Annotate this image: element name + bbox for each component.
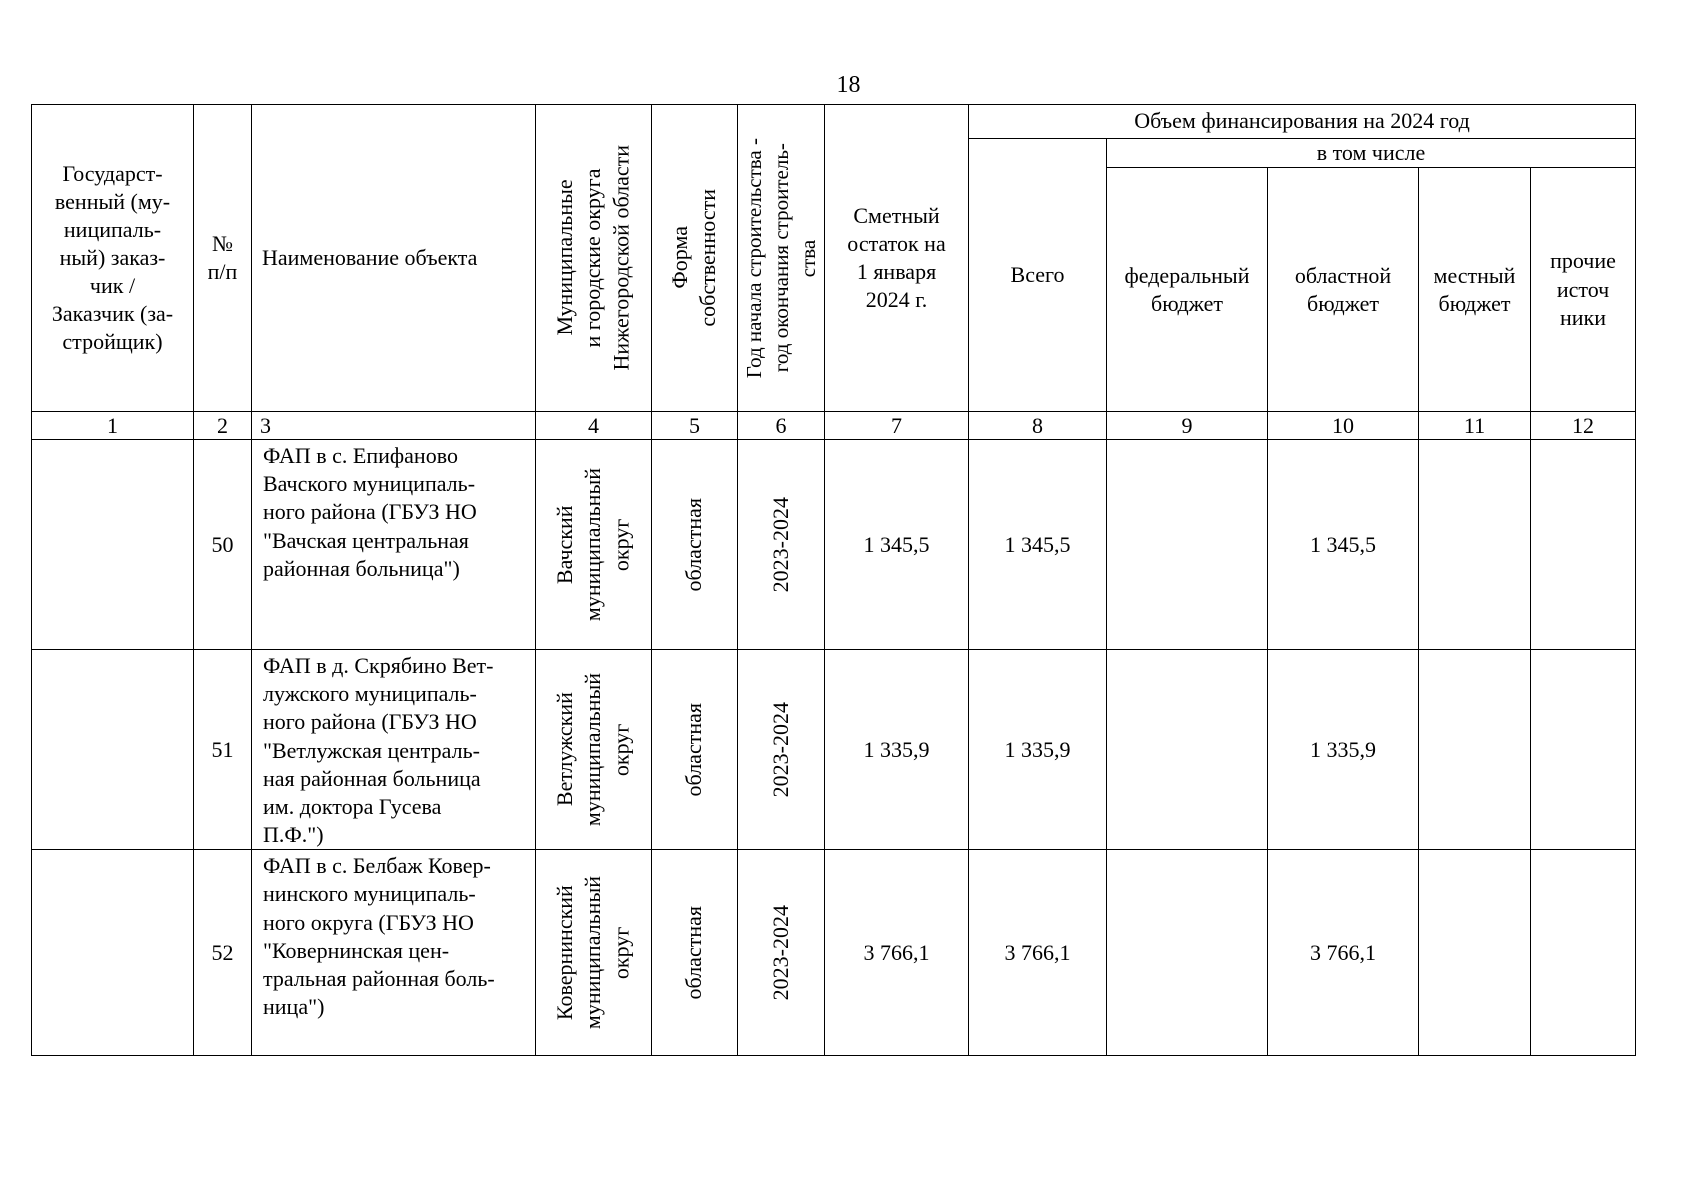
column-number: 9 xyxy=(1107,412,1268,440)
column-number: 5 xyxy=(652,412,738,440)
column-number: 6 xyxy=(738,412,825,440)
column-number: 8 xyxy=(969,412,1107,440)
header-municipality: Муниципальные и городские округа Нижегородской области xyxy=(536,105,652,412)
financing-table xyxy=(31,104,1636,1056)
header-number: № п/п xyxy=(194,105,252,412)
row-regional: 1 335,9 xyxy=(1268,650,1419,850)
row-ownership: областная xyxy=(652,650,738,850)
row-ownership: областная xyxy=(652,440,738,650)
header-federal: федеральный бюджет xyxy=(1107,168,1268,412)
column-number: 1 xyxy=(32,412,194,440)
header-financing: Объем финансирования на 2024 год xyxy=(969,105,1636,139)
row-federal xyxy=(1107,440,1268,650)
header-row-top xyxy=(32,105,1636,139)
row-total: 1 345,5 xyxy=(969,440,1107,650)
row-other xyxy=(1531,650,1636,850)
row-number: 52 xyxy=(194,850,252,1056)
row-object-name: ФАП в с. Епифаново Вачского муниципаль- ного района (ГБУЗ НО "Вачская центральная районная больница") xyxy=(252,440,536,650)
row-total: 1 335,9 xyxy=(969,650,1107,850)
row-other xyxy=(1531,440,1636,650)
row-customer xyxy=(32,850,194,1056)
header-local: местный бюджет xyxy=(1419,168,1531,412)
row-customer xyxy=(32,440,194,650)
header-years: Год начала строительства - год окончания строитель- ства xyxy=(738,105,825,412)
row-regional: 3 766,1 xyxy=(1268,850,1419,1056)
page-number: 18 xyxy=(836,72,861,98)
row-estimate: 1 345,5 xyxy=(825,440,969,650)
column-number: 12 xyxy=(1531,412,1636,440)
row-federal xyxy=(1107,850,1268,1056)
row-local xyxy=(1419,440,1531,650)
row-customer xyxy=(32,650,194,850)
row-ownership: областная xyxy=(652,850,738,1056)
row-federal xyxy=(1107,650,1268,850)
row-other xyxy=(1531,850,1636,1056)
row-years: 2023-2024 xyxy=(738,850,825,1056)
table-row xyxy=(32,440,1636,650)
row-local xyxy=(1419,850,1531,1056)
column-number: 10 xyxy=(1268,412,1419,440)
column-number: 3 xyxy=(252,412,536,440)
column-number: 4 xyxy=(536,412,652,440)
header-ownership: Форма собственности xyxy=(652,105,738,412)
row-local xyxy=(1419,650,1531,850)
row-estimate: 1 335,9 xyxy=(825,650,969,850)
column-number: 7 xyxy=(825,412,969,440)
header-estimate: Сметный остаток на 1 января 2024 г. xyxy=(825,105,969,412)
row-municipality: Вачский муниципальный округ xyxy=(536,440,652,650)
column-numbers-row xyxy=(32,412,1636,440)
header-including: в том числе xyxy=(1107,139,1636,168)
row-number: 51 xyxy=(194,650,252,850)
column-number: 11 xyxy=(1419,412,1531,440)
row-estimate: 3 766,1 xyxy=(825,850,969,1056)
table-row xyxy=(32,850,1636,1056)
header-customer: Государст- венный (му- ниципаль- ный) заказ- чик / Заказчик (за- стройщик) xyxy=(32,105,194,412)
row-municipality: Ковернинский муниципальный округ xyxy=(536,850,652,1056)
row-object-name: ФАП в с. Белбаж Ковер- нинского муниципаль- ного округа (ГБУЗ НО "Ковернинская цен- тральная районная боль- ница") xyxy=(252,850,536,1056)
header-regional: областной бюджет xyxy=(1268,168,1419,412)
row-object-name: ФАП в д. Скрябино Вет- лужского муниципаль- ного района (ГБУЗ НО "Ветлужская централь- ная районная больница им. доктора Гусева П.Ф.") xyxy=(252,650,536,850)
row-years: 2023-2024 xyxy=(738,440,825,650)
table-row xyxy=(32,650,1636,850)
column-number: 2 xyxy=(194,412,252,440)
header-other: прочие источ ники xyxy=(1531,168,1636,412)
header-total: Всего xyxy=(969,139,1107,412)
row-municipality: Ветлужский муниципальный округ xyxy=(536,650,652,850)
row-years: 2023-2024 xyxy=(738,650,825,850)
row-total: 3 766,1 xyxy=(969,850,1107,1056)
row-number: 50 xyxy=(194,440,252,650)
row-regional: 1 345,5 xyxy=(1268,440,1419,650)
header-object-name: Наименование объекта xyxy=(252,105,536,412)
